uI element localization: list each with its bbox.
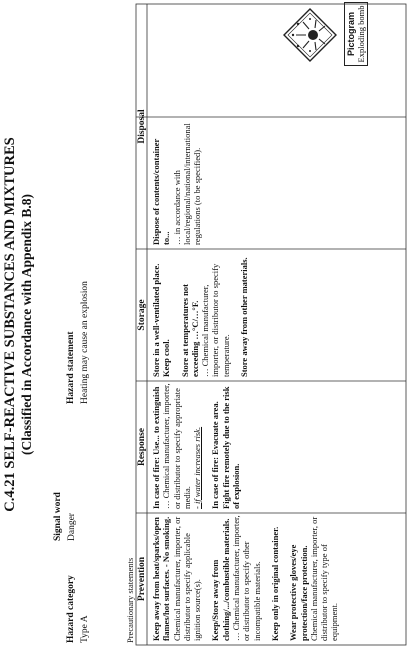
header-disposal: Disposal xyxy=(137,109,147,144)
header-response: Response xyxy=(137,428,147,467)
header-storage: Storage xyxy=(137,299,147,331)
prevention-item: Keep away from heat/sparks/open flames/hot surfaces. - No smoking. Chemical manufacturer, importer, or distributor to specify applicable ignition source(s). xyxy=(151,516,203,641)
hazard-statement-value: Heating may cause an explosion xyxy=(80,281,90,404)
signal-word-value: Danger xyxy=(67,513,77,541)
hazard-statement-label: Hazard statement xyxy=(66,331,76,404)
response-item: In case of fire: Evacuate area. Fight fire remotely due to the risk of explosion. xyxy=(210,386,242,509)
disposal-cell xyxy=(151,125,210,245)
pictogram-name: Exploding bomb xyxy=(356,5,366,63)
storage-item: Store at temperatures not exceeding …°C/…°F. … Chemical manufacturer, importer, or distributor to specify temperature. xyxy=(179,263,231,377)
storage-cell xyxy=(151,253,257,377)
header-prevention: Prevention xyxy=(137,556,147,602)
document-title: C.4.21 SELF-REACTIVE SUBSTANCES AND MIXTURES xyxy=(2,137,18,512)
response-item: In case of fire: Use... to extinguish … Chemical manufacturer, importer, or distributor to specify appropriate media. - if water increases risk. xyxy=(151,383,203,509)
disposal-item: Dispose of contents/container to... … in accordance with local/regional/national/international regulations (to be specified). xyxy=(151,123,203,245)
prevention-cell xyxy=(151,515,348,641)
precautionary-statements-label: Precautionary statements xyxy=(125,557,135,643)
storage-item: Store in a well-ventilated place. Keep cool. xyxy=(151,263,172,377)
storage-item: Store away from other materials. xyxy=(239,257,250,377)
pictogram-title: Pictogram xyxy=(346,12,356,57)
response-cell xyxy=(151,383,249,509)
hazard-category-label: Hazard category xyxy=(66,575,76,643)
prevention-item: Wear protective gloves/eye protection/face protection. Chemical manufacturer, importer, or distributor to specify type of equipment. xyxy=(288,516,340,641)
prevention-item: Keep/Store away from clothing/.../combustible materials. … Chemical manufacturer, importer, or distributor to specify other incompatible materials. xyxy=(210,515,262,641)
signal-word-label: Signal word xyxy=(53,492,63,541)
hazard-category-value: Type A xyxy=(80,615,90,643)
prevention-item: Keep only in original container. xyxy=(269,526,280,641)
document-subtitle: (Classified in Accordance with Appendix B.8) xyxy=(19,193,34,456)
